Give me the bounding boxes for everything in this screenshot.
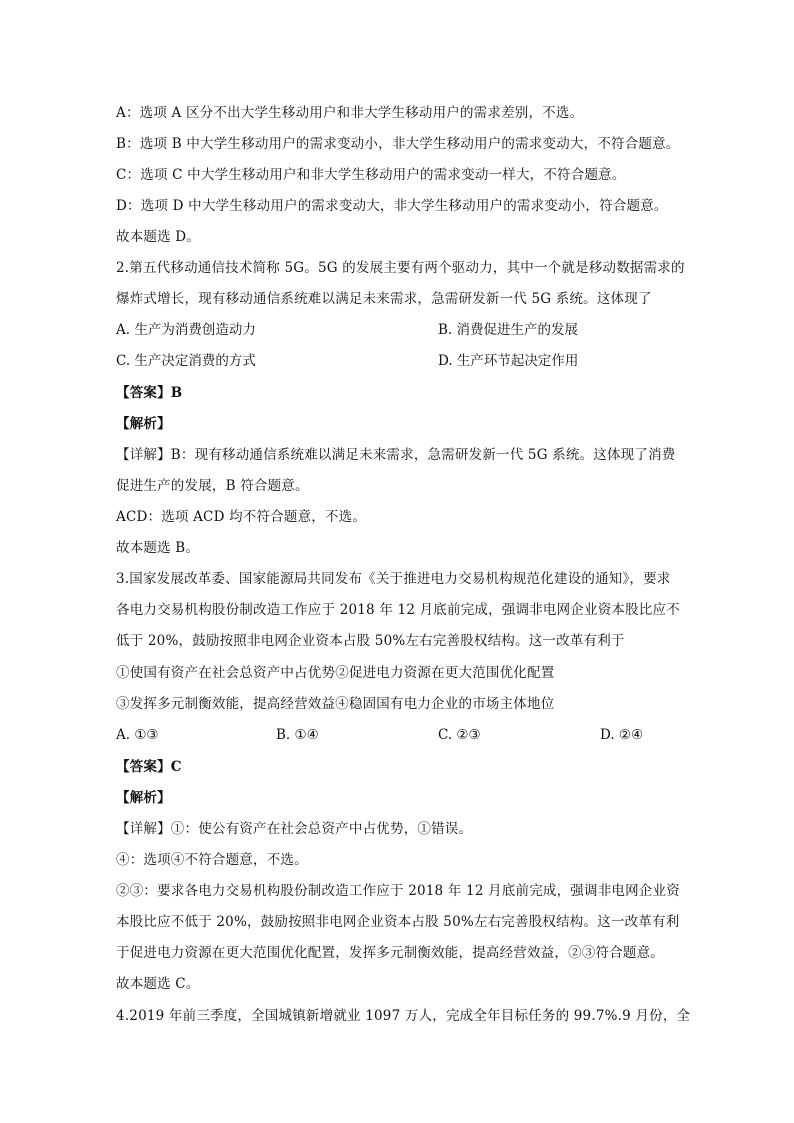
q4-stem-line-1: 4.2019 年前三季度，全国城镇新增就业 1097 万人，完成全年目标任务的 99.7%.9 月份，全: [116, 1008, 691, 1024]
q2-conclusion: 故本题选 B。: [116, 540, 200, 556]
q3-detail-line-2: ④：选项④不符合题意，不选。: [116, 852, 308, 868]
q2-detail-line-2: 促进生产的发展，B 符合题意。: [116, 478, 309, 494]
q3-detail-line-4: 本股比应不低于 20%，鼓励按照非电网企业资本占股 50%左右完善股权结构。这一改革有利: [116, 914, 680, 930]
q3-stem-line-2: 各电力交易机构股份制改造工作应于 2018 年 12 月底前完成，强调非电网企业资本股比应不: [116, 602, 680, 618]
q3-answer: 【答案】C: [116, 759, 182, 775]
q3-conclusion: 故本题选 C。: [116, 976, 200, 992]
q3-option-a: A. ①③: [116, 727, 159, 743]
q2-option-c: C. 生产决定消费的方式: [116, 353, 256, 369]
q2-option-b: B. 消费促进生产的发展: [438, 322, 579, 338]
q2-detail-line-1: 【详解】B：现有移动通信系统难以满足未来需求，急需研发新一代 5G 系统。这体现了消费: [116, 447, 676, 463]
q3-detail-line-3: ②③：要求各电力交易机构股份制改造工作应于 2018 年 12 月底前完成，强调非电网企业资: [116, 883, 680, 899]
q1-analysis-c: C：选项 C 中大学生移动用户和非大学生移动用户的需求变动一样大，不符合题意。: [116, 167, 626, 183]
q2-option-a: A. 生产为消费创造动力: [116, 322, 256, 338]
q1-analysis-b: B：选项 B 中大学生移动用户的需求变动小，非大学生移动用户的需求变动大，不符合题意。: [116, 136, 680, 152]
q2-answer: 【答案】B: [116, 385, 183, 401]
q3-analysis-heading: 【解析】: [116, 790, 171, 806]
q2-stem-line-2: 爆炸式增长，现有移动通信系统难以满足未来需求，急需研发新一代 5G 系统。这体现了: [116, 291, 652, 307]
q3-detail-line-5: 于促进电力资源在更大范围优化配置，发挥多元制衡效能，提高经营效益，②③符合题意。: [116, 945, 664, 961]
q3-items-line-2: ③发挥多元制衡效能，提高经营效益④稳固国有电力企业的市场主体地位: [116, 696, 555, 712]
q3-option-c: C. ②③: [438, 727, 481, 743]
q1-conclusion: 故本题选 D。: [116, 229, 201, 245]
q1-analysis-a: A：选项 A 区分不出大学生移动用户和非大学生移动用户的需求差别，不选。: [116, 105, 584, 121]
q3-option-d: D. ②④: [600, 727, 644, 743]
q3-detail-line-1: 【详解】①：使公有资产在社会总资产中占优势，①错误。: [116, 821, 473, 837]
q2-stem-line-1: 2.第五代移动通信技术简称 5G。5G 的发展主要有两个驱动力，其中一个就是移动数据需求的: [116, 260, 685, 276]
q1-analysis-d: D：选项 D 中大学生移动用户的需求变动大，非大学生移动用户的需求变动小，符合题意。: [116, 198, 668, 214]
q2-detail-line-3: ACD：选项 ACD 均不符合题意，不选。: [116, 509, 367, 525]
q3-stem-line-3: 低于 20%，鼓励按照非电网企业资本占股 50%左右完善股权结构。这一改革有利于: [116, 633, 625, 649]
q3-stem-line-1: 3.国家发展改革委、国家能源局共同发布《关于推进电力交易机构规范化建设的通知》，要求: [116, 571, 671, 587]
q2-analysis-heading: 【解析】: [116, 416, 171, 432]
q3-option-b: B. ①④: [276, 727, 319, 743]
q3-items-line-1: ①使国有资产在社会总资产中占优势②促进电力资源在更大范围优化配置: [116, 665, 555, 681]
q2-option-d: D. 生产环节起决定作用: [438, 353, 579, 369]
